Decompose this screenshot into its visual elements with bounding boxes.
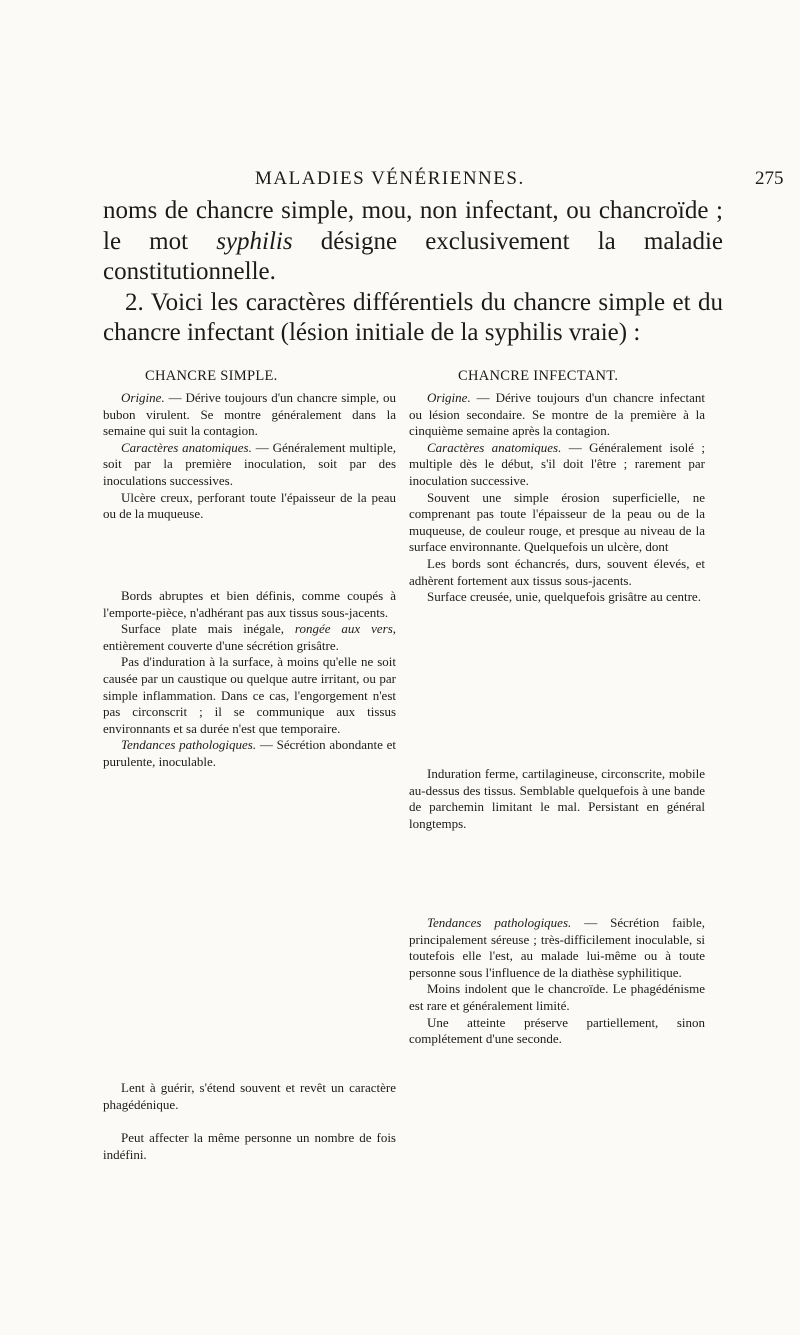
left-column-title: CHANCRE SIMPLE.: [145, 368, 278, 384]
left-lent: Lent à guérir, s'étend souvent et revêt un caractère phagédénique.: [103, 1080, 396, 1112]
page-number: 275: [755, 168, 784, 189]
intro-paragraph-2: 2. Voici les caractères différentiels du chancre simple et du chancre infectant (lésion initiale de la syphilis vraie) :: [103, 288, 723, 346]
right-induration: Induration ferme, cartilagineuse, circonscrite, mobile au-dessus des tissus. Semblable quelquefois à une bande de parchemin limitant le mal. Persistant en général longtemps.: [409, 766, 705, 831]
right-column-title: CHANCRE INFECTANT.: [458, 368, 619, 384]
left-peut: Peut affecter la même personne un nombre de fois indéfini.: [103, 1130, 396, 1162]
running-title: MALADIES VÉNÉRIENNES.: [255, 168, 525, 189]
left-bords: Bords abruptes et bien définis, comme coupés à l'emporte-pièce, n'adhérant pas aux tissus sous-jacents. Surface plate mais inégale, rongée aux vers, entièrement couverte d'une sécrétion grisâtre. Pas d'induration à la surface, à moins qu'elle ne soit causée par un caustique ou quelque autre irritant, ou par simple inflammation. Dans ce cas, l'engorgement n'est pas circonscrit ; il se communique aux tissus environnants et sa durée n'est que temporaire. Tendances pathologiques. — Sécrétion abondante et purulente, inoculable.: [103, 588, 396, 769]
right-tendances: Tendances pathologiques. — Sécrétion faible, principalement séreuse ; très-difficilement inoculable, si toutefois elle l'est, au malade lui-même ou à toute personne sous l'influence de la diathèse syphilitique. Moins indolent que le chancroïde. Le phagédénisme est rare et généralement limité. Une atteinte préserve partiellement, sinon complétement d'une seconde.: [409, 915, 706, 1047]
left-origine: Origine. — Dérive toujours d'un chancre simple, ou bubon virulent. Se montre généralement dans la semaine qui suit la contagion. Caractères anatomiques. — Généralement multiple, soit par la première inoculation, soit par des inoculations successives. Ulcère creux, perforant toute l'épaisseur de la peau ou de la muqueuse.: [103, 390, 397, 522]
intro-text: [103, 196, 723, 349]
intro-paragraph-1: noms de chancre simple, mou, non infectant, ou chancroïde ; le mot syphilis désigne exclusivement la maladie constitutionnelle.: [103, 197, 724, 285]
page-header: [0, 168, 800, 198]
right-origine: Origine. — Dérive toujours d'un chancre infectant ou lésion secondaire. Se montre de la première à la cinquième semaine après la contagion. Caractères anatomiques. — Généralement isolé ; multiple dès le début, s'il doit l'être ; rarement par inoculation successive. Souvent une simple érosion superficielle, ne comprenant pas toute l'épaisseur de la peau ou de la muqueuse, de couleur rouge, et presque au niveau de la surface environnante. Quelquefois un ulcère, dont Les bords sont échancrés, durs, souvent élevés, et adhèrent fortement aux tissus sous-jacents. Surface creusée, unie, quelquefois grisâtre au centre.: [409, 390, 705, 605]
